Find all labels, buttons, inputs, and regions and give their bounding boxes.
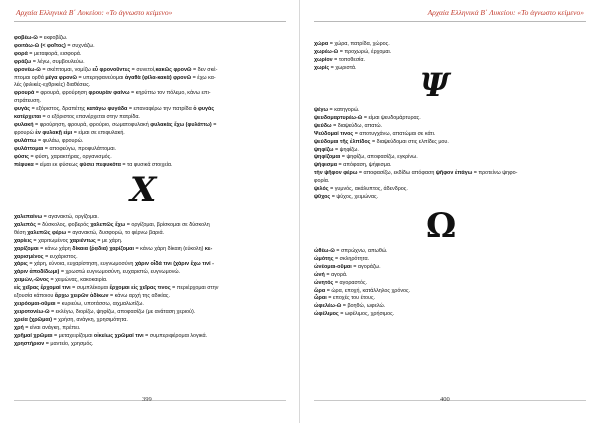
dictionary-entry: χαρίζομαι = κάνω χάρη δίκαια (ῥᾳδια) χαρίζομαι = κάνω χάρη δίκαιη (εύκολη) κε- — [14, 245, 213, 252]
dictionary-entry: φρουρά = φρουρά, φρούρηση φρουρὰν φαίνω = κηρύττω τον πόλεμο, κάνω επι- — [14, 90, 211, 97]
dictionary-entry: χαρίεις = χαριτωμένος χαριέντως = με χάρη. — [14, 237, 123, 244]
dictionary-entry: φύσις = φύση, χαρακτήρας, οργανισμός. — [14, 153, 112, 160]
header-rule-left — [14, 21, 286, 22]
dictionary-entry: λές (φιλικές-εχθρικές) διαθέσεις. — [14, 82, 91, 89]
dictionary-entry: φυγάς = εξόριστος, δραπέτης κατάγω φυγάδα = επαναφέρω την πατρίδα ὁ φυγὰς — [14, 106, 215, 113]
dictionary-entry: ψεύδομαι τῆς ἐλπίδος = διαψεύδομαι στις ελπίδες μου. — [314, 138, 449, 145]
dictionary-entry: χειρόομαι-οῦμαι = κυριεύω, υποτάσσω, αιχμαλωτίζω. — [14, 300, 144, 307]
dictionary-entry: φρουρώ ἐν φυλακῇ εἰμι = είμαι σε επιφυλακή. — [14, 129, 125, 136]
entries-phi — [14, 35, 292, 169]
dictionary-entry: χωρίς = χωριστά. — [314, 64, 357, 71]
right-page — [300, 0, 600, 423]
dictionary-entry: χαλεπός = δύσκολος, φοβερός χαλεπῶς ἔχω = οργίζομαι, βρίσκομαι σε δύσκολη — [14, 221, 210, 228]
dictionary-entry: εξουσία κάποιου ἄρχω χειρῶν ἀδίκων = κάνω αρχή της αδικίας. — [14, 293, 170, 300]
dictionary-entry: τὴν ψῆφον φέρω = αποφασίζω, εκδίδω απόφαση ψῆφον ἐπάγω = προτείνω ψηφο- — [314, 170, 518, 177]
dictionary-entry: χαρισμένος = ευχάριστος. — [14, 253, 78, 260]
dictionary-entry: ὠμότης = σκληρότητα. — [314, 255, 370, 262]
entries-chi — [14, 214, 292, 348]
dictionary-entry: φυλακή = φρούρηση, φρουρά, φρούριο, σωματοφυλακή φυλακὰς ἔχω (φυλάττω) = — [14, 121, 217, 128]
dictionary-entry: εἰς χεῖρας ἔρχομαί τινι = συμπλέκομαι ἔρχομαι εἰς χεῖρας τινος = περιέρχομαι στην — [14, 285, 219, 292]
dictionary-entry: χρή = είναι ανάγκη, πρέπει. — [14, 324, 81, 331]
dictionary-entry: χάριν ἀποδίδωμι) = χρωστώ ευγνωμοσύνη, ευχαριστώ, ευγνωμονώ. — [14, 269, 181, 276]
dictionary-entry: πέφυκα = είμαι εκ φύσεως φύσει πεφυκότα = τα φυσικά στοιχεία. — [14, 161, 173, 168]
section-letter-omega: Ω — [426, 206, 457, 246]
dictionary-entry: ψηφίζω = ψηφίζω. — [314, 146, 359, 153]
section-letter-psi: Ψ — [420, 66, 450, 104]
entries-psi — [314, 107, 586, 202]
dictionary-entry: χωρίον = τοποθεσία. — [314, 56, 365, 63]
dictionary-entry: ψιλός = γυμνός, ακάλυπτος, άδενδρος. — [314, 186, 408, 193]
page-number-right: 400 — [440, 396, 450, 403]
dictionary-entry: ψήφισμα = απόφαση, ψήφισμα. — [314, 162, 392, 169]
dictionary-entry: πτομαι ορθά μέγα φρονῶ = υπερηφανεύομαι ἀγαθὰ (φίλα-κακὰ) φρονῶ = έχω κα- — [14, 74, 216, 81]
page-number-left: 399 — [142, 396, 152, 403]
entries-chi-cont — [314, 41, 586, 73]
dictionary-entry: ψέγω = κατηγορώ. — [314, 107, 360, 113]
dictionary-entry: ψεύδω = διαψεύδω, απατώ. — [314, 122, 383, 129]
section-letter-chi: Χ — [130, 170, 157, 210]
dictionary-entry: χαλεπαίνω = αγανακτώ, οργίζομαι. — [14, 214, 99, 220]
dictionary-entry: θέση χαλεπῶς φέρω = αγανακτώ, δυσφορώ, το φέρνω βαριά. — [14, 229, 165, 236]
dictionary-entry: ψῦχος = ψύχος, χειμώνας. — [314, 193, 379, 200]
dictionary-entry: ὠνή = αγορά. — [314, 271, 348, 278]
dictionary-entry: φράζω = λέγω, συμβουλεύω. — [14, 58, 85, 65]
dictionary-entry: Ψεύδομαί τινος = αποτυγχάνω, απατώμαι σε κάτι. — [314, 130, 436, 137]
entries-omega — [314, 248, 586, 319]
dictionary-entry: ὠνητός = αγοραστός. — [314, 279, 368, 286]
dictionary-entry: φορά = μεταφορά, εισφορά. — [14, 50, 82, 57]
dictionary-entry: φοιτάω-ῶ (< φοῖτος) = συχνάζω. — [14, 42, 95, 49]
dictionary-entry: χρεία (χρῶμαι) = χρήση, ανάγκη, χρησιμότητα. — [14, 316, 128, 323]
dictionary-entry: κατέρχεται = ο εξόριστος επανέρχεται στην πατρίδα. — [14, 114, 140, 121]
dictionary-entry: χώρα = χώρα, πατρίδα, χώρος. — [314, 41, 390, 47]
dictionary-entry: ὠθέω-ῶ = σπρώχνω, απωθώ. — [314, 248, 388, 254]
dictionary-entry: φυλάττω = φυλάω, φρουρώ. — [14, 137, 84, 144]
dictionary-entry: ψηφίζομαι = ψηφίζω, αποφασίζω, εγκρίνω. — [314, 154, 418, 161]
header-rule-right — [314, 21, 586, 22]
dictionary-entry: φοβέω-ῶ = εκφοβίζω. — [14, 35, 68, 41]
dictionary-entry: ὠφέλιμος = ωφέλιμος, χρήσιμος. — [314, 311, 395, 318]
running-header-right: Αρχαία Ελληνικά Β΄ Λυκείου: «Το άγνωστο κείμενο» — [427, 8, 584, 17]
dictionary-entry: ψευδομαρτυρέω-ῶ = είμαι ψευδομάρτυρας. — [314, 114, 421, 121]
dictionary-entry: ὥρα = ώρα, εποχή, κατάλληλος χρόνος. — [314, 287, 411, 294]
dictionary-entry: ὠφελέω-ῶ = βοηθώ, ωφελώ. — [314, 303, 386, 310]
dictionary-entry: χάρις = χάρη, εύνοια, ευχαρίστηση, ευγνωμοσύνη χάριν οἶδά τινι (χάριν ἔχω τινί - — [14, 261, 214, 268]
dictionary-entry: φρονέω-ῶ = σκέπτομαι, νομίζω εὖ φρονοῦντες = συνετοί,κακῶς φρονῶ = δεν σκέ- — [14, 66, 218, 73]
dictionary-entry: φορία. — [314, 178, 330, 185]
footer-rule-right — [314, 400, 586, 401]
dictionary-entry: χειμών,-ῶνος = χειμώνας, κακοκαιρία. — [14, 277, 108, 284]
dictionary-entry: στράτευση. — [14, 98, 41, 105]
dictionary-entry: φυλάττομαι = αποφεύγω, προφυλάττομαι. — [14, 145, 117, 152]
dictionary-entry: χρηστήριον = μαντείο, χρησμός. — [14, 340, 94, 347]
dictionary-entry: χειροτονέω-ῶ = εκλέγω, διορίζω, ψηφίζω, αποφασίζω (με ανάταση χεριού). — [14, 308, 196, 315]
running-header-left: Αρχαία Ελληνικά Β΄ Λυκείου: «Το άγνωστο κείμενο» — [16, 8, 173, 17]
dictionary-entry: ὠνέομαι-οῦμαι = αγοράζω. — [314, 263, 381, 270]
dictionary-entry: ὧραι = εποχές του έτους. — [314, 295, 376, 302]
dictionary-entry: χωρέω-ῶ = προχωρώ, έρχομαι. — [314, 48, 392, 55]
dictionary-entry: χρῆμαί χρῶμαι = μεταχειρίζομαι οἰκείως χρῶμαί τινι = συμπεριφέρομαι λογικά. — [14, 332, 208, 339]
